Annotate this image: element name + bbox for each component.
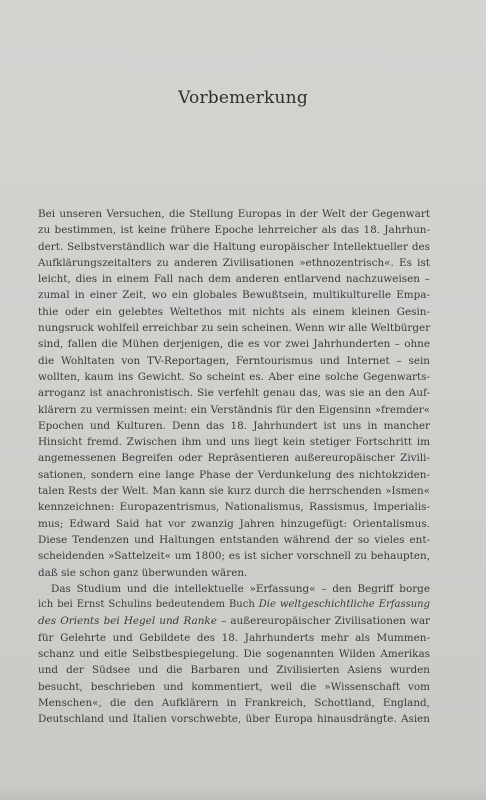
- text-line: und der Südsee und die Barbaren und Zivilisierten Asiens wurden: [38, 664, 430, 677]
- text-line: für Gelehrte und Gebildete des 18. Jahrhunderts mehr als Mummen-: [38, 631, 430, 644]
- text-line: schanz und eitle Selbstbespiegelung. Die sogenannten Wilden Amerikas: [38, 648, 430, 661]
- text-line: sind, fallen die Mühen derjenigen, die es vor zwei Jahrhunderten – ohne: [38, 338, 430, 351]
- body-text: [38, 206, 430, 728]
- text-line: daß sie schon ganz überwunden wären.: [38, 566, 248, 579]
- text-line: des Orients bei Hegel und Ranke – außereuropäischer Zivilisationen war: [38, 615, 431, 628]
- text-line: angemessenen Begreifen oder Repräsentieren außereuropäischer Zivili-: [38, 452, 430, 465]
- text-line: die Wohltaten von TV-Reportagen, Ferntourismus und Internet – sein: [38, 354, 430, 367]
- text-line: talen Rests der Welt. Man kann sie kurz durch die herrschenden »Ismen«: [38, 485, 430, 498]
- page-title: Vorbemerkung: [178, 88, 308, 108]
- text-line: Menschen«, die den Aufklärern in Frankreich, Schottland, England,: [38, 696, 430, 709]
- page-shadow: [0, 788, 486, 800]
- text-line: leicht, dies in einem Fall nach dem anderen entlarvend nachzuweisen –: [38, 273, 430, 286]
- text-line: zu bestimmen, ist keine frühere Epoche lehrreicher als das 18. Jahrhun-: [38, 224, 430, 237]
- text-line: Hinsicht fremd. Zwischen ihm und uns liegt kein stetiger Fortschritt im: [38, 436, 430, 449]
- text-line: mus; Edward Said hat vor zwanzig Jahren hinzugefügt: Orientalismus.: [38, 517, 430, 530]
- text-line: kennzeichnen: Europazentrismus, Nationalismus, Rassismus, Imperialis-: [38, 501, 430, 514]
- text-line: arroganz ist anachronistisch. Sie verfehlt genau das, was sie an den Auf-: [38, 387, 430, 400]
- text-line: wollten, kaum ins Gewicht. So scheint es. Aber eine solche Gegenwarts-: [38, 370, 430, 383]
- text-line: thie oder ein gelebtes Weltethos mit nichts als einem kleinen Gesin-: [38, 305, 430, 318]
- text-line: sationen, sondern eine lange Phase der Verdunkelung des nichtokziden-: [38, 468, 430, 481]
- text-line: ich bei Ernst Schulins bedeutendem Buch Die weltgeschichtliche Erfassung: [38, 599, 430, 611]
- text-line: zumal in einer Zeit, wo ein globales Bewußtsein, multikulturelle Empa-: [38, 289, 430, 302]
- text-line: Bei unseren Versuchen, die Stellung Europas in der Welt der Gegenwart: [38, 208, 430, 220]
- text-line: scheidenden »Sattelzeit« um 1800; es ist sicher vorschnell zu behaupten,: [38, 550, 430, 563]
- text-line: Epochen und Kulturen. Denn das 18. Jahrhundert ist uns in mancher: [38, 419, 430, 432]
- text-line: Diese Tendenzen und Haltungen entstanden während der so vieles ent-: [38, 533, 430, 546]
- text-line: Deutschland und Italien vorschwebte, über Europa hinausdrängte. Asien: [38, 713, 430, 726]
- text-line: besucht, beschrieben und kommentiert, weil die »Wissenschaft vom: [38, 680, 430, 693]
- text-line: dert. Selbstverständlich war die Haltung europäischer Intellektueller des: [38, 240, 430, 253]
- text-line: nungsruck wohlfeil erreichbar zu sein scheinen. Wenn wir alle Weltbürger: [38, 322, 431, 335]
- text-line: klärern zu vermissen meint: ein Verständnis für den Eigensinn »fremder«: [38, 403, 430, 416]
- text-line: Aufklärungszeitalters zu anderen Zivilisationen »ethnozentrisch«. Es ist: [38, 256, 430, 269]
- text-line: Das Studium und die intellektuelle »Erfassung« – den Begriff borge: [51, 582, 430, 595]
